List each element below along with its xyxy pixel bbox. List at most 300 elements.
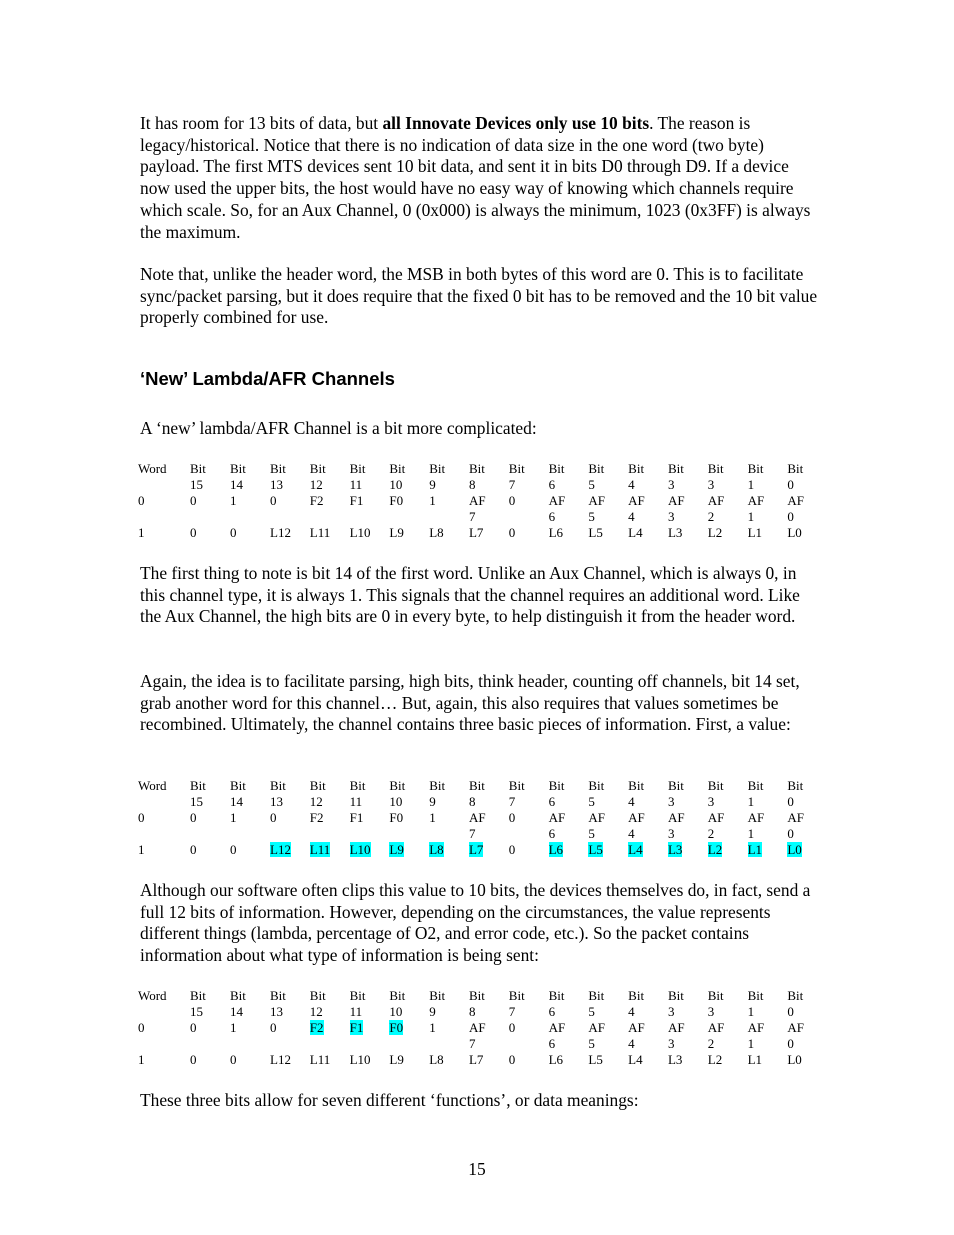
cell-text: Bit xyxy=(389,461,406,476)
table-cell xyxy=(138,842,190,858)
table-cell xyxy=(389,1004,429,1020)
table-cell xyxy=(429,493,469,509)
table-cell xyxy=(190,794,230,810)
table-cell xyxy=(310,509,350,525)
table-cell xyxy=(310,461,350,477)
page-number: 15 xyxy=(468,1159,486,1179)
cell-text: 1 xyxy=(138,1052,145,1067)
cell-text: Bit xyxy=(787,461,804,476)
cell-text: Bit xyxy=(429,988,446,1003)
table-cell xyxy=(748,461,788,477)
cell-text: 0 xyxy=(190,525,197,540)
table-cell xyxy=(270,461,310,477)
table-cell xyxy=(429,794,469,810)
table-cell xyxy=(549,1036,589,1052)
table-cell xyxy=(708,778,748,794)
cell-text: 0 xyxy=(138,493,145,508)
table-cell xyxy=(350,810,390,826)
cell-text: 14 xyxy=(230,1004,243,1019)
table-cell xyxy=(270,988,310,1004)
table-cell xyxy=(310,1004,350,1020)
cell-text: L7 xyxy=(468,1052,484,1067)
cell-text: 7 xyxy=(508,794,516,809)
table-cell xyxy=(549,826,589,842)
table-cell xyxy=(270,826,310,842)
cell-text: 1 xyxy=(230,1020,237,1035)
cell-text: 6 xyxy=(548,794,556,809)
table-row xyxy=(138,1036,827,1052)
cell-text: AF xyxy=(787,1020,804,1035)
table-cell xyxy=(270,794,310,810)
table-cell xyxy=(588,988,628,1004)
cell-text: 12 xyxy=(309,477,323,492)
cell-text: 11 xyxy=(349,794,363,809)
cell-text: 6 xyxy=(548,1036,556,1051)
table-cell xyxy=(469,509,509,525)
cell-text: L9 xyxy=(389,842,404,857)
cell-text: AF xyxy=(588,493,605,508)
table-cell xyxy=(270,778,310,794)
cell-text: 0 xyxy=(138,810,145,825)
cell-text: Bit xyxy=(508,778,525,793)
cell-text: 0 xyxy=(787,1036,794,1051)
cell-text: Bit xyxy=(190,778,206,793)
cell-text: AF xyxy=(667,810,685,825)
table-cell xyxy=(628,1052,668,1068)
table-cell xyxy=(708,794,748,810)
cell-text: 0 xyxy=(190,1020,197,1035)
table-cell xyxy=(389,842,429,858)
cell-text: L8 xyxy=(429,842,444,857)
cell-text: AF xyxy=(747,1020,765,1035)
cell-text: 15 xyxy=(190,477,203,492)
cell-text: AF xyxy=(628,1020,645,1035)
cell-text: 3 xyxy=(667,1004,675,1019)
table-cell xyxy=(389,988,429,1004)
table-cell xyxy=(588,525,628,541)
table-cell xyxy=(509,988,549,1004)
table-cell xyxy=(469,1004,509,1020)
table-row xyxy=(138,810,827,826)
table-row xyxy=(138,525,827,541)
cell-text: L6 xyxy=(548,842,564,857)
table-cell xyxy=(310,842,350,858)
table-cell xyxy=(748,778,788,794)
cell-text: 0 xyxy=(270,810,277,825)
table-cell xyxy=(628,1004,668,1020)
cell-text: Bit xyxy=(667,988,684,1003)
cell-text: Bit xyxy=(548,988,565,1003)
table-cell xyxy=(588,810,628,826)
table-cell xyxy=(350,826,390,842)
cell-text: 1 xyxy=(230,810,237,825)
table-cell xyxy=(190,810,230,826)
table-row xyxy=(138,842,827,858)
table-cell xyxy=(588,1004,628,1020)
cell-text: F2 xyxy=(309,1020,324,1035)
paragraph-text: It has room for 13 bits of data, but xyxy=(140,113,383,133)
cell-text: 0 xyxy=(787,794,794,809)
table-cell xyxy=(588,778,628,794)
table-row xyxy=(138,1020,827,1036)
cell-text: L1 xyxy=(747,1052,763,1067)
table-cell xyxy=(230,525,270,541)
table-cell xyxy=(668,810,708,826)
cell-text: 3 xyxy=(707,477,715,492)
table-cell xyxy=(628,509,668,525)
cell-text: 0 xyxy=(270,1020,277,1035)
cell-text: L10 xyxy=(349,525,371,540)
table-cell xyxy=(138,1020,190,1036)
cell-text: Word xyxy=(138,988,167,1003)
table-cell xyxy=(230,1052,270,1068)
cell-text: Bit xyxy=(588,988,605,1003)
table-cell xyxy=(628,1036,668,1052)
cell-text: 0 xyxy=(190,1052,197,1067)
table-row xyxy=(138,1004,827,1020)
table-cell xyxy=(628,810,668,826)
table-cell xyxy=(350,842,390,858)
cell-text: AF xyxy=(548,493,566,508)
cell-text: L10 xyxy=(349,1052,371,1067)
cell-text: L8 xyxy=(429,525,444,540)
cell-text: 13 xyxy=(270,1004,283,1019)
table-cell xyxy=(138,461,190,477)
cell-text: L9 xyxy=(389,1052,404,1067)
cell-text: Bit xyxy=(707,778,724,793)
cell-text: 10 xyxy=(389,477,403,492)
cell-text: 5 xyxy=(588,1036,595,1051)
cell-text: Bit xyxy=(508,461,525,476)
table-cell xyxy=(549,842,589,858)
table-cell xyxy=(549,1004,589,1020)
cell-text: Word xyxy=(138,778,167,793)
table-cell xyxy=(787,842,827,858)
table-cell xyxy=(469,525,509,541)
table-cell xyxy=(509,493,549,509)
table-cell xyxy=(708,493,748,509)
table-cell xyxy=(787,1004,827,1020)
cell-text: 0 xyxy=(190,842,197,857)
table-cell xyxy=(708,1020,748,1036)
table-cell xyxy=(588,794,628,810)
table-cell xyxy=(310,810,350,826)
cell-text: 0 xyxy=(787,509,794,524)
table-cell xyxy=(270,1036,310,1052)
table-row xyxy=(138,509,827,525)
cell-text: AF xyxy=(468,810,486,825)
table-cell xyxy=(230,826,270,842)
table-cell xyxy=(549,1052,589,1068)
cell-text: 14 xyxy=(230,477,243,492)
cell-text: Bit xyxy=(270,988,286,1003)
table-cell xyxy=(310,1036,350,1052)
cell-text: Bit xyxy=(747,461,764,476)
table-cell xyxy=(588,461,628,477)
table-cell xyxy=(270,810,310,826)
table-cell xyxy=(668,842,708,858)
cell-text: 10 xyxy=(389,1004,403,1019)
table-cell xyxy=(350,525,390,541)
cell-text: L11 xyxy=(309,1052,331,1067)
cell-text: L10 xyxy=(349,842,371,857)
cell-text: L2 xyxy=(707,1052,723,1067)
table-cell xyxy=(668,509,708,525)
table-cell xyxy=(230,988,270,1004)
cell-text: AF xyxy=(628,810,645,825)
table-cell xyxy=(668,988,708,1004)
cell-text: 0 xyxy=(138,1020,145,1035)
cell-text: 6 xyxy=(548,477,556,492)
table-cell xyxy=(549,810,589,826)
cell-text: L2 xyxy=(707,842,723,857)
table-cell xyxy=(350,1036,390,1052)
cell-text: 0 xyxy=(508,1020,516,1035)
cell-text: Bit xyxy=(628,988,645,1003)
table-cell xyxy=(138,1052,190,1068)
cell-text: AF xyxy=(628,493,645,508)
cell-text: AF xyxy=(588,1020,605,1035)
table-cell xyxy=(389,810,429,826)
cell-text: 0 xyxy=(230,1052,237,1067)
table-cell xyxy=(668,826,708,842)
table-cell xyxy=(350,1004,390,1020)
cell-text: F0 xyxy=(389,1020,404,1035)
table-cell xyxy=(350,493,390,509)
cell-text: 0 xyxy=(508,1052,516,1067)
table-cell xyxy=(748,1020,788,1036)
cell-text: 4 xyxy=(628,794,635,809)
table-cell xyxy=(429,1036,469,1052)
cell-text: Bit xyxy=(588,778,605,793)
table-cell xyxy=(138,525,190,541)
table-cell xyxy=(748,1052,788,1068)
table-cell xyxy=(708,826,748,842)
table-cell xyxy=(389,826,429,842)
table-cell xyxy=(350,794,390,810)
table-cell xyxy=(389,493,429,509)
cell-text: F1 xyxy=(349,493,364,508)
cell-text: Bit xyxy=(667,778,684,793)
cell-text: 1 xyxy=(429,1020,436,1035)
table-cell xyxy=(549,525,589,541)
cell-text: 7 xyxy=(508,477,516,492)
cell-text: L3 xyxy=(667,842,683,857)
cell-text: 7 xyxy=(508,1004,516,1019)
cell-text: L3 xyxy=(667,525,683,540)
cell-text: 1 xyxy=(747,1004,755,1019)
table-cell xyxy=(469,1052,509,1068)
cell-text: 14 xyxy=(230,794,243,809)
table-cell xyxy=(628,493,668,509)
cell-text: AF xyxy=(747,810,765,825)
cell-text: Bit xyxy=(468,461,485,476)
cell-text: Bit xyxy=(667,461,684,476)
cell-text: 3 xyxy=(707,794,715,809)
cell-text: AF xyxy=(548,810,566,825)
cell-text: Bit xyxy=(270,778,286,793)
table-cell xyxy=(230,1036,270,1052)
cell-text: 5 xyxy=(588,1004,595,1019)
cell-text: 7 xyxy=(468,509,476,524)
cell-text: AF xyxy=(707,810,725,825)
table-cell xyxy=(138,778,190,794)
table-cell xyxy=(310,1020,350,1036)
cell-text: 9 xyxy=(429,477,436,492)
cell-text: Bit xyxy=(707,988,724,1003)
table-cell xyxy=(138,509,190,525)
cell-text: 1 xyxy=(429,810,436,825)
table-cell xyxy=(310,778,350,794)
table-cell xyxy=(668,493,708,509)
table-cell xyxy=(748,509,788,525)
table-cell xyxy=(748,493,788,509)
table-cell xyxy=(389,477,429,493)
bit-table-1 xyxy=(138,461,827,541)
table-cell xyxy=(350,509,390,525)
table-cell xyxy=(469,778,509,794)
cell-text: L12 xyxy=(270,525,291,540)
table-cell xyxy=(549,477,589,493)
table-cell xyxy=(350,988,390,1004)
cell-text: AF xyxy=(747,493,765,508)
table-cell xyxy=(509,1004,549,1020)
table-cell xyxy=(350,778,390,794)
table-cell xyxy=(748,1004,788,1020)
cell-text: 8 xyxy=(468,1004,476,1019)
table-cell xyxy=(429,525,469,541)
cell-text: 7 xyxy=(468,1036,476,1051)
table-cell xyxy=(787,509,827,525)
table-cell xyxy=(230,842,270,858)
table-cell xyxy=(429,988,469,1004)
cell-text: 0 xyxy=(508,842,516,857)
table-cell xyxy=(708,1052,748,1068)
cell-text: Bit xyxy=(429,461,446,476)
table-cell xyxy=(190,461,230,477)
cell-text: 2 xyxy=(707,826,715,841)
cell-text: 13 xyxy=(270,794,283,809)
table-cell xyxy=(628,826,668,842)
table-cell xyxy=(230,778,270,794)
table-cell xyxy=(310,1052,350,1068)
table-cell xyxy=(787,988,827,1004)
cell-text: 0 xyxy=(787,477,794,492)
cell-text: Bit xyxy=(309,988,326,1003)
table-cell xyxy=(230,477,270,493)
cell-text: Bit xyxy=(190,988,206,1003)
table-cell xyxy=(389,794,429,810)
table-cell xyxy=(549,778,589,794)
table-cell xyxy=(389,1052,429,1068)
cell-text: 15 xyxy=(190,1004,203,1019)
table-cell xyxy=(748,794,788,810)
table-cell xyxy=(549,988,589,1004)
cell-text: Bit xyxy=(230,778,246,793)
cell-text: 0 xyxy=(230,842,237,857)
cell-text: Bit xyxy=(429,778,446,793)
table-cell xyxy=(429,1004,469,1020)
bit-table-value xyxy=(138,778,827,858)
table-cell xyxy=(230,794,270,810)
table-cell xyxy=(628,778,668,794)
cell-text: F0 xyxy=(389,493,404,508)
cell-text: Bit xyxy=(588,461,605,476)
cell-text: 0 xyxy=(270,493,277,508)
cell-text: L0 xyxy=(787,842,802,857)
table-cell xyxy=(138,493,190,509)
table-cell xyxy=(270,1004,310,1020)
cell-text: L4 xyxy=(628,842,643,857)
cell-text: 5 xyxy=(588,794,595,809)
table-cell xyxy=(429,461,469,477)
cell-text: 0 xyxy=(508,525,516,540)
cell-text: AF xyxy=(787,493,804,508)
table-cell xyxy=(389,1020,429,1036)
cell-text: Bit xyxy=(747,778,764,793)
cell-text: L1 xyxy=(747,525,763,540)
table-cell xyxy=(628,1020,668,1036)
table-row xyxy=(138,826,827,842)
cell-text: 5 xyxy=(588,509,595,524)
cell-text: 8 xyxy=(468,477,476,492)
cell-text: 0 xyxy=(508,493,516,508)
cell-text: 3 xyxy=(667,477,675,492)
cell-text: L8 xyxy=(429,1052,444,1067)
cell-text: 6 xyxy=(548,509,556,524)
table-cell xyxy=(509,1036,549,1052)
cell-text: 13 xyxy=(270,477,283,492)
cell-text: AF xyxy=(588,810,605,825)
table-cell xyxy=(668,477,708,493)
cell-text: 1 xyxy=(230,493,237,508)
table-cell xyxy=(787,810,827,826)
cell-text: 5 xyxy=(588,477,595,492)
cell-text: 4 xyxy=(628,509,635,524)
cell-text: AF xyxy=(468,1020,486,1035)
cell-text: Bit xyxy=(548,461,565,476)
cell-text: 11 xyxy=(349,1004,363,1019)
cell-text: F2 xyxy=(309,810,324,825)
table-cell xyxy=(588,477,628,493)
table-cell xyxy=(588,1052,628,1068)
table-cell xyxy=(708,810,748,826)
cell-text: L7 xyxy=(468,842,484,857)
table-cell xyxy=(190,525,230,541)
cell-text: 3 xyxy=(667,826,675,841)
cell-text: 15 xyxy=(190,794,203,809)
table-cell xyxy=(429,826,469,842)
cell-text: L4 xyxy=(628,1052,643,1067)
table-cell xyxy=(708,477,748,493)
table-cell xyxy=(628,461,668,477)
bold-phrase: all Innovate Devices only use 10 bits xyxy=(382,113,650,133)
table-cell xyxy=(708,509,748,525)
cell-text: 6 xyxy=(548,826,556,841)
table-cell xyxy=(469,1020,509,1036)
table-cell xyxy=(138,1036,190,1052)
cell-text: L4 xyxy=(628,525,643,540)
table-cell xyxy=(350,477,390,493)
table-cell xyxy=(190,1036,230,1052)
table-cell xyxy=(270,1020,310,1036)
cell-text: 1 xyxy=(138,525,145,540)
table-cell xyxy=(549,1020,589,1036)
table-cell xyxy=(310,826,350,842)
table-row xyxy=(138,493,827,509)
cell-text: L7 xyxy=(468,525,484,540)
table-cell xyxy=(389,1036,429,1052)
